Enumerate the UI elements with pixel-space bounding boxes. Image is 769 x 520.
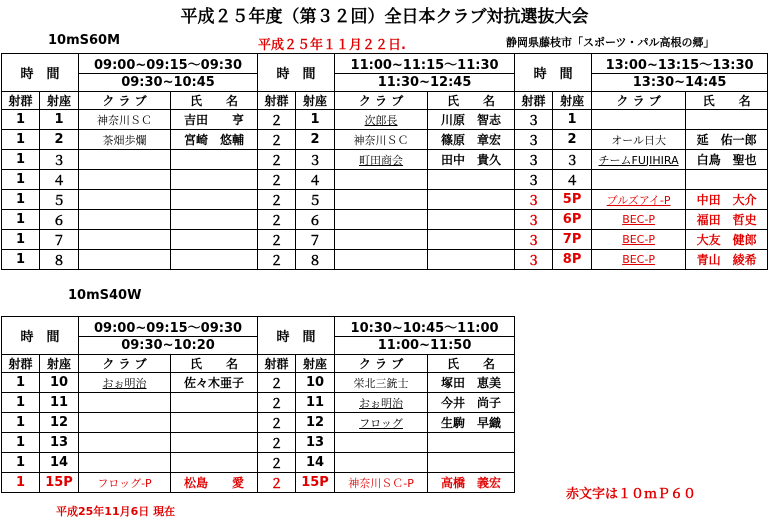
col-header-lane: 射座 xyxy=(296,355,335,373)
name-cell: 川原 智志 xyxy=(428,110,515,130)
event-date: 平成２５年１１月２２日. xyxy=(258,38,406,53)
venue-label: 静岡県藤枝市「スポーツ・パル高根の郷」 xyxy=(506,36,715,49)
session-time-main: 11:00~11:50 xyxy=(335,337,515,355)
name-cell xyxy=(171,230,258,250)
name-cell xyxy=(171,250,258,270)
lane-cell: ３ xyxy=(296,150,335,170)
name-cell: 今井 尚子 xyxy=(428,393,515,413)
col-header-name: 氏 名 xyxy=(686,92,768,110)
name-cell: 延 佑一郎 xyxy=(686,130,768,150)
page-title: 平成２５年度（第３２回）全日本クラブ対抗選抜大会 xyxy=(180,7,589,27)
time-header: 時 間 xyxy=(258,54,335,92)
lane-cell: ４ xyxy=(40,170,79,190)
club-cell xyxy=(335,210,428,230)
gun-cell: ２ xyxy=(258,413,296,433)
name-cell xyxy=(171,190,258,210)
blank-area xyxy=(515,317,768,373)
col-header-gun: 射群 xyxy=(2,355,40,373)
table-row xyxy=(2,373,768,393)
name-cell xyxy=(428,210,515,230)
lane-cell: ７ xyxy=(296,230,335,250)
club-cell xyxy=(79,433,171,453)
lane-cell: 5P xyxy=(553,190,592,210)
col-header-club: ク ラ ブ xyxy=(79,92,171,110)
club-cell: BEC-P xyxy=(592,230,686,250)
name-cell xyxy=(171,170,258,190)
gun-cell: 1 xyxy=(2,453,40,473)
gun-cell: 1 xyxy=(2,473,40,493)
col-header-gun: 射群 xyxy=(258,92,296,110)
table-row xyxy=(2,413,768,433)
gun-cell: ３ xyxy=(515,110,553,130)
table-row xyxy=(2,453,768,473)
name-cell: 福田 哲史 xyxy=(686,210,768,230)
col-header-club: ク ラ ブ xyxy=(335,355,428,373)
name-cell xyxy=(171,150,258,170)
gun-cell: ２ xyxy=(258,110,296,130)
lane-cell: 10 xyxy=(296,373,335,393)
name-cell xyxy=(686,170,768,190)
lane-cell: 12 xyxy=(296,413,335,433)
lane-cell: 13 xyxy=(296,433,335,453)
name-cell: 篠原 章宏 xyxy=(428,130,515,150)
club-cell: 栄北三銃士 xyxy=(335,373,428,393)
session-time-main: 11:30~12:45 xyxy=(335,74,515,92)
name-cell xyxy=(428,230,515,250)
club-cell xyxy=(592,110,686,130)
col-header-name: 氏 名 xyxy=(428,92,515,110)
schedule-table-women xyxy=(1,316,768,493)
club-cell: 神奈川ＳＣ xyxy=(79,110,171,130)
table-row xyxy=(2,230,768,250)
lane-cell: ５ xyxy=(296,190,335,210)
lane-cell: 8P xyxy=(553,250,592,270)
footer-date: 平成25年11月6日 現在 xyxy=(56,505,176,518)
table-row xyxy=(2,170,768,190)
name-cell: 中田 大介 xyxy=(686,190,768,210)
name-cell: 松島 愛 xyxy=(171,473,258,493)
gun-cell: 1 xyxy=(2,250,40,270)
gun-cell: ２ xyxy=(258,250,296,270)
lane-cell: 14 xyxy=(40,453,79,473)
session-time-start: 10:30~10:45～11:00 xyxy=(335,317,515,337)
club-cell xyxy=(335,170,428,190)
lane-cell: ４ xyxy=(553,170,592,190)
club-cell xyxy=(79,393,171,413)
lane-cell: 1 xyxy=(296,110,335,130)
lane-cell: ３ xyxy=(553,150,592,170)
session-time-start: 13:00~13:15～13:30 xyxy=(592,54,768,74)
time-header: 時 間 xyxy=(2,54,79,92)
club-cell: フロッグ xyxy=(335,413,428,433)
gun-cell: ３ xyxy=(515,190,553,210)
gun-cell: 1 xyxy=(2,373,40,393)
gun-cell: 1 xyxy=(2,413,40,433)
lane-cell: ３ xyxy=(40,150,79,170)
gun-cell: ３ xyxy=(515,130,553,150)
gun-cell: 1 xyxy=(2,130,40,150)
col-header-club: ク ラ ブ xyxy=(335,92,428,110)
club-cell: 神奈川ＳＣ xyxy=(335,130,428,150)
table-row xyxy=(2,250,768,270)
lane-cell: ８ xyxy=(40,250,79,270)
table-row xyxy=(2,210,768,230)
table-row xyxy=(2,110,768,130)
name-cell xyxy=(171,210,258,230)
name-cell xyxy=(428,190,515,210)
name-cell: 白鳥 聖也 xyxy=(686,150,768,170)
club-cell xyxy=(79,453,171,473)
lane-cell: 13 xyxy=(40,433,79,453)
time-header: 時 間 xyxy=(258,317,335,355)
club-cell: 神奈川ＳＣ-P xyxy=(335,473,428,493)
name-cell xyxy=(428,250,515,270)
club-cell: おぉ明治 xyxy=(335,393,428,413)
club-cell: 次郎長 xyxy=(335,110,428,130)
gun-cell: ２ xyxy=(258,433,296,453)
lane-cell: 2 xyxy=(40,130,79,150)
gun-cell: 1 xyxy=(2,190,40,210)
table-row xyxy=(2,130,768,150)
lane-cell: 10 xyxy=(40,373,79,393)
gun-cell: ３ xyxy=(515,170,553,190)
gun-cell: ２ xyxy=(258,453,296,473)
gun-cell: 1 xyxy=(2,393,40,413)
name-cell xyxy=(171,393,258,413)
name-cell: 青山 綾希 xyxy=(686,250,768,270)
name-cell xyxy=(171,413,258,433)
lane-cell: 11 xyxy=(296,393,335,413)
name-cell: 宮崎 悠輔 xyxy=(171,130,258,150)
name-cell xyxy=(428,433,515,453)
gun-cell: ２ xyxy=(258,210,296,230)
lane-cell: 2 xyxy=(553,130,592,150)
gun-cell: ２ xyxy=(258,130,296,150)
club-cell: オール日大 xyxy=(592,130,686,150)
lane-cell: ４ xyxy=(296,170,335,190)
col-header-lane: 射座 xyxy=(40,355,79,373)
col-header-name: 氏 名 xyxy=(171,92,258,110)
gun-cell: ３ xyxy=(515,210,553,230)
table-row xyxy=(2,150,768,170)
gun-cell: ２ xyxy=(258,393,296,413)
col-header-club: ク ラ ブ xyxy=(79,355,171,373)
gun-cell: ２ xyxy=(258,150,296,170)
time-header: 時 間 xyxy=(515,54,592,92)
table-row xyxy=(2,433,768,453)
event-label-men: 10mS60M xyxy=(48,33,121,48)
lane-cell: 15P xyxy=(40,473,79,493)
club-cell xyxy=(79,413,171,433)
name-cell xyxy=(428,453,515,473)
table-row xyxy=(2,190,768,210)
col-header-club: ク ラ ブ xyxy=(592,92,686,110)
lane-cell: 6P xyxy=(553,210,592,230)
time-header: 時 間 xyxy=(2,317,79,355)
name-cell: 生駒 早織 xyxy=(428,413,515,433)
club-cell xyxy=(79,230,171,250)
name-cell xyxy=(171,453,258,473)
col-header-name: 氏 名 xyxy=(428,355,515,373)
col-header-name: 氏 名 xyxy=(171,355,258,373)
col-header-lane: 射座 xyxy=(553,92,592,110)
name-cell xyxy=(171,433,258,453)
col-header-gun: 射群 xyxy=(258,355,296,373)
club-cell xyxy=(335,433,428,453)
club-cell: ブルズアイ-P xyxy=(592,190,686,210)
gun-cell: 1 xyxy=(2,433,40,453)
club-cell xyxy=(79,190,171,210)
name-cell: 塚田 恵美 xyxy=(428,373,515,393)
lane-cell: 7P xyxy=(553,230,592,250)
col-header-gun: 射群 xyxy=(515,92,553,110)
club-cell: フロッグ-P xyxy=(79,473,171,493)
lane-cell: 11 xyxy=(40,393,79,413)
name-cell xyxy=(686,110,768,130)
name-cell: 田中 貴久 xyxy=(428,150,515,170)
lane-cell: ６ xyxy=(296,210,335,230)
gun-cell: ３ xyxy=(515,150,553,170)
col-header-gun: 射群 xyxy=(2,92,40,110)
club-cell xyxy=(335,250,428,270)
club-cell xyxy=(79,250,171,270)
name-cell: 高橋 義宏 xyxy=(428,473,515,493)
gun-cell: ２ xyxy=(258,190,296,210)
lane-cell: 1 xyxy=(553,110,592,130)
schedule-table-men xyxy=(1,53,768,270)
gun-cell: ３ xyxy=(515,230,553,250)
club-cell xyxy=(79,150,171,170)
session-time-main: 09:30~10:20 xyxy=(79,337,258,355)
name-cell: 佐々木亜子 xyxy=(171,373,258,393)
name-cell: 吉田 亨 xyxy=(171,110,258,130)
gun-cell: 1 xyxy=(2,110,40,130)
col-header-lane: 射座 xyxy=(40,92,79,110)
club-cell: 町田商会 xyxy=(335,150,428,170)
session-time-start: 09:00~09:15～09:30 xyxy=(79,317,258,337)
club-cell xyxy=(335,453,428,473)
gun-cell: ２ xyxy=(258,473,296,493)
club-cell: BEC-P xyxy=(592,250,686,270)
club-cell: BEC-P xyxy=(592,210,686,230)
club-cell xyxy=(79,170,171,190)
col-header-lane: 射座 xyxy=(296,92,335,110)
lane-cell: 2 xyxy=(296,130,335,150)
lane-cell: ５ xyxy=(40,190,79,210)
session-time-main: 13:30~14:45 xyxy=(592,74,768,92)
club-cell: 茶畑歩爛 xyxy=(79,130,171,150)
club-cell xyxy=(79,210,171,230)
session-time-start: 11:00~11:15～11:30 xyxy=(335,54,515,74)
lane-cell: 1 xyxy=(40,110,79,130)
name-cell: 大友 健郎 xyxy=(686,230,768,250)
lane-cell: ８ xyxy=(296,250,335,270)
club-cell xyxy=(335,230,428,250)
club-cell xyxy=(335,190,428,210)
lane-cell: 15P xyxy=(296,473,335,493)
gun-cell: ２ xyxy=(258,170,296,190)
club-cell xyxy=(592,170,686,190)
club-cell: チームFUJIHIRA xyxy=(592,150,686,170)
session-time-main: 09:30~10:45 xyxy=(79,74,258,92)
gun-cell: ２ xyxy=(258,373,296,393)
legend-note: 赤文字は１０ｍＰ６０ xyxy=(566,487,697,502)
gun-cell: 1 xyxy=(2,170,40,190)
gun-cell: ２ xyxy=(258,230,296,250)
lane-cell: 12 xyxy=(40,413,79,433)
lane-cell: ７ xyxy=(40,230,79,250)
session-time-start: 09:00~09:15～09:30 xyxy=(79,54,258,74)
gun-cell: 1 xyxy=(2,230,40,250)
event-label-women: 10mS40W xyxy=(68,288,142,303)
name-cell xyxy=(428,170,515,190)
table-row xyxy=(2,393,768,413)
gun-cell: ３ xyxy=(515,250,553,270)
gun-cell: 1 xyxy=(2,210,40,230)
club-cell: おぉ明治 xyxy=(79,373,171,393)
gun-cell: 1 xyxy=(2,150,40,170)
lane-cell: 14 xyxy=(296,453,335,473)
lane-cell: ６ xyxy=(40,210,79,230)
